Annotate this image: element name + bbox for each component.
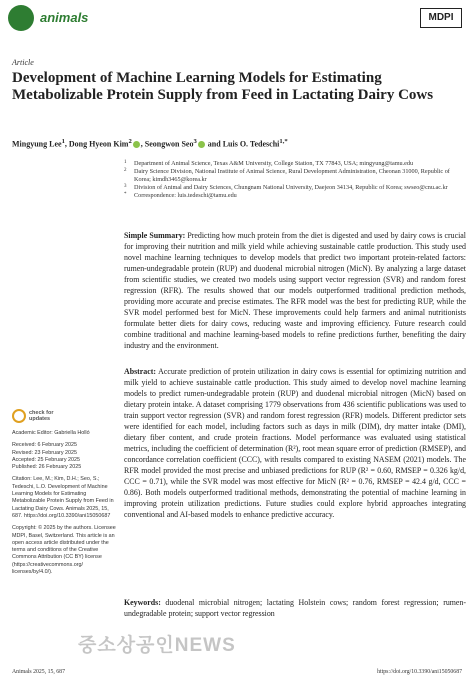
affiliation-item: * Correspondence: luis.tedeschi@tamu.edu [124, 192, 237, 199]
received-date: Received: 6 February 2025 [12, 442, 78, 449]
author-sup: 3 [193, 138, 197, 145]
author-name: Luis O. Tedeschi [222, 139, 280, 149]
dates [12, 442, 118, 471]
abstract [124, 366, 466, 520]
affiliation-item: 2 Dairy Science Division, National Institute of Animal Science, Rural Development Administration, Cheonan 31000, Republic of Korea; kimdh3465@korea.kr [124, 168, 450, 183]
check-updates-text: check for updates [29, 410, 54, 422]
page-footer [12, 669, 462, 675]
affiliations [124, 160, 464, 200]
copyright: Copyright: © 2025 by the authors. Licensee MDPI, Basel, Switzerland. This article is an open access article distributed under the terms and conditions of the Creative Commons Attribution (CC BY) license (https://creativecommons.org/ licenses/by/4.0/). [12, 525, 116, 576]
check-for-updates-button[interactable] [12, 408, 118, 426]
orcid-icon[interactable] [133, 141, 140, 148]
abstract-text: Accurate prediction of protein utilization in dairy cows is essential for optimizing nutrition and milk yield to achieve sustainable cattle production. This study aimed to develop novel machine learning models to predict rumen-undegradable protein (RUP) and duodenal microbial nitrogen (MicN) based on dietary protein intake. A dataset comprising 1779 observations from 436 scientific publications was used to train support vector regression (SVR) and random forest regression (RFR) models. Different predictor sets were identified for each model, including factors such as days in milk (DIM), dry matter intake (DMI), dietary fiber content, and crude protein fractions. Model performance was evaluated using statistical metrics, including the coefficient of determination (R²), root mean square error of prediction (RMSEP), and concordance correlation coefficient (CCC), with results compared to existing NASEM (2021) models. The RFR model provided the most precise and unbiased predictions for RUP (R² = 0.60, RMSEP = 0.326 kg/d, CCC = 0.71), while the SVR model was most effective for MicN (R² = 0.76, RMSEP = 42.4 g/d, CCC = 0.86). Both models outperformed traditional methods, demonstrating the potential of machine learning in improving protein utilization predictions. Future studies could explore hybrid approaches integrating conventional and AI-based models to enhance predictive accuracy. [124, 367, 466, 519]
author-list: Mingyung Lee$^1$, Dong Hyeon Kim$^2$ , Seongwon Seo$^3$ and Luis O. Tedeschi$^{1,*}$ [12, 138, 288, 149]
simple-summary-label: Simple Summary: [124, 231, 186, 240]
simple-summary-text: Predicting how much protein from the diet is digested and used by dairy cows is crucial for improving their nutrition and milk yield while achieving sustainable cattle production. This study used novel machine learning techniques to develop models that predict two important protein-related factors: rumen-undegradable protein (RUP) and duodenal microbial nitrogen (MicN). By analyzing a large dataset from scientific studies, we created two models using support vector regression (SVR) and random forest regression (RFR). The results showed that our models outperformed traditional prediction methods, providing more accurate and precise estimates. The RFR model was the best for predicting RUP, while the SVR model performed best for MicN. These improvements could help farmers and animal nutritionists formulate better diets for dairy cows, reducing waste and improving efficiency. Future research could combine traditional and machine learning-based models to refine predictions further, benefiting the dairy industry and the environment. [124, 231, 467, 350]
published-date: Published: 26 February 2025 [12, 464, 82, 471]
footer-journal-info: Animals 2025, 15, 687 [12, 669, 65, 675]
author-sup: 1 [61, 138, 65, 145]
article-sidebar [12, 408, 118, 581]
author-sup: 1,* [279, 138, 288, 145]
simple-summary [124, 230, 466, 351]
affiliation-item: 1 Department of Animal Science, Texas A&M University, College Station, TX 77843, USA; mingyung@tamu.edu [124, 160, 414, 167]
citation: Citation: Lee, M.; Kim, D.H.; Seo, S.; Tedeschi, L.O. Development of Machine Learning Models for Estimating Metabolizable Protein Supply from Feed in Lactating Dairy Cows. Animals 2025, 15, 687. https://doi.org/10.3390/ani15050687 [12, 476, 114, 519]
article-type: Article [12, 58, 34, 67]
page-header [0, 0, 472, 36]
orcid-icon[interactable] [198, 141, 205, 148]
journal-logo-icon [8, 5, 34, 31]
check-updates-icon [12, 409, 26, 423]
author-sup: 2 [128, 138, 132, 145]
author-name: Mingyung Lee [12, 139, 62, 149]
publisher-logo: MDPI [420, 8, 462, 28]
watermark: 중소상공인NEWS [78, 635, 236, 656]
keywords-label: Keywords: [124, 598, 161, 607]
academic-editor: Academic Editor: Gabriella Holló [12, 430, 90, 436]
accepted-date: Accepted: 25 February 2025 [12, 456, 81, 463]
keywords-text: duodenal microbial nitrogen; lactating Holstein cows; random forest regression; rumen-undegradable protein; support vector regression [124, 598, 466, 618]
revised-date: Revised: 23 February 2025 [12, 449, 78, 456]
footer-doi-link[interactable]: https://doi.org/10.3390/ani15050687 [377, 669, 462, 675]
abstract-label: Abstract: [124, 367, 156, 376]
author-name: Dong Hyeon Kim [68, 139, 129, 149]
paper-title: Development of Machine Learning Models for Estimating Metabolizable Protein Supply from Feed in Lactating Dairy Cows [12, 70, 434, 103]
author-name: Seongwon Seo [144, 139, 194, 149]
keywords [124, 597, 466, 619]
affiliation-item: 3 Division of Animal and Dairy Sciences, Chungnam National University, Daejeon 34134, Republic of Korea; swseo@cnu.ac.kr [124, 184, 448, 191]
journal-name: animals [40, 10, 89, 25]
